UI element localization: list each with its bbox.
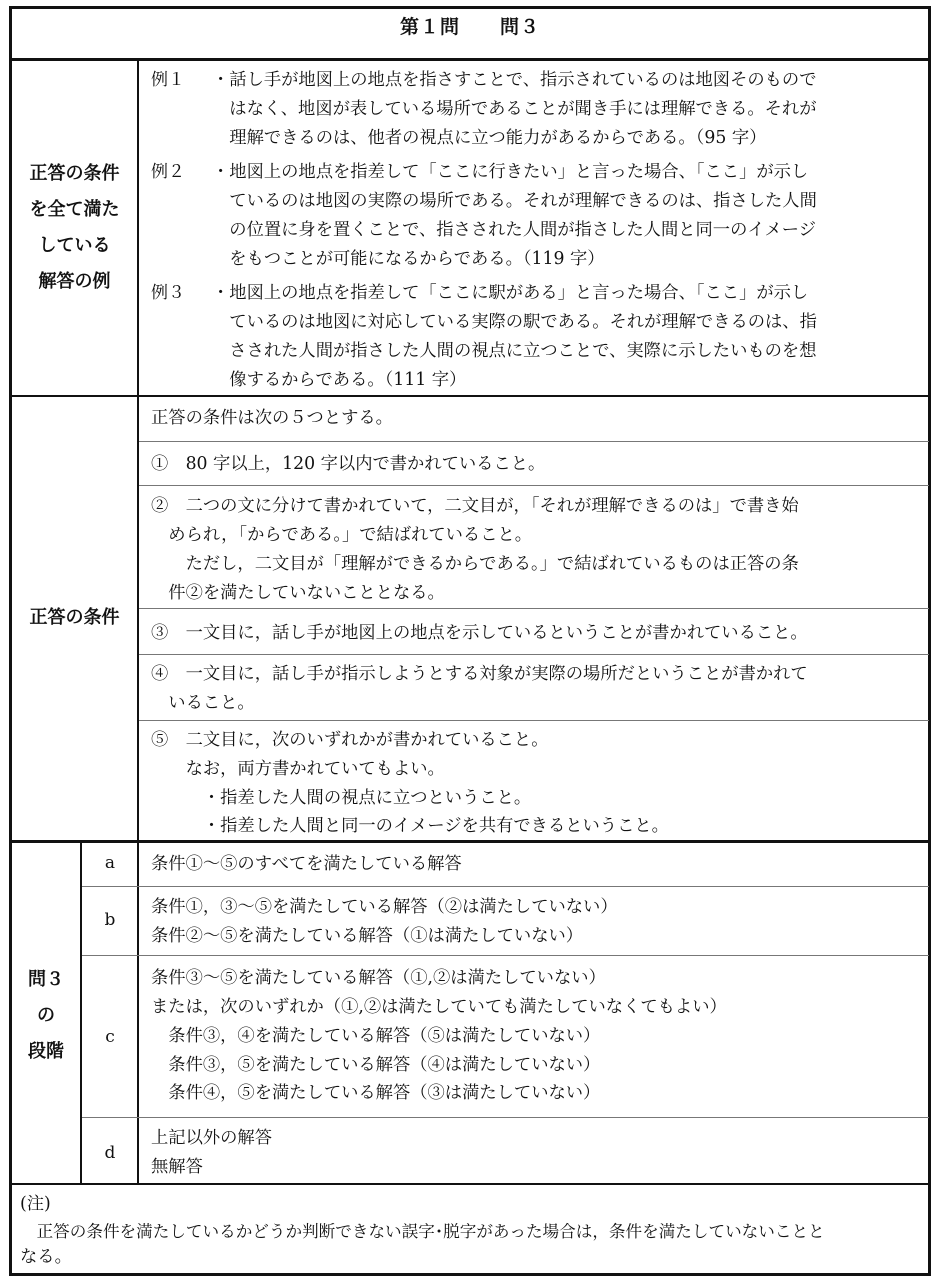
grade-a-letter: a <box>104 853 116 873</box>
separator <box>139 720 929 721</box>
note-line: 正答の条件を満たしているかどうか判断できない誤字･脱字があった場合は，条件を満たしていないことと <box>20 1222 825 1241</box>
grades-label-line: の <box>37 1005 55 1026</box>
examples-label-line: 正答の条件 <box>29 163 120 184</box>
condition-line: ・指差した人間の視点に立つということ。 <box>151 788 532 808</box>
example-line: さされた人間が指さした人間の視点に立つことで、実際に示したいものを想 <box>212 341 817 361</box>
condition-line: ただし，二文目が「理解ができるからである。」で結ばれているものは正答の条 <box>151 554 799 574</box>
grade-column-rule <box>80 842 82 1184</box>
conditions-label: 正答の条件 <box>29 607 120 628</box>
note-line: なる。 <box>20 1247 72 1267</box>
examples-label-line: を全て満た <box>29 199 120 220</box>
grade-d-line: 上記以外の解答 <box>151 1128 272 1148</box>
grade-c-line: 条件③，④を満たしている解答（⑤は満たしていない） <box>151 1026 601 1046</box>
example-1-label: 例１ <box>151 70 185 90</box>
example-1-body <box>212 66 922 153</box>
grade-b-line: 条件①，③～⑤を満たしている解答（②は満たしていない） <box>151 897 618 917</box>
separator <box>139 608 929 609</box>
grade-d-letter: d <box>104 1143 116 1163</box>
condition-line: ・指差した人間と同一のイメージを共有できるということ。 <box>151 816 669 836</box>
example-line: ・地図上の地点を指差して「ここに駅がある」と言った場合、「ここ」が示し <box>212 283 809 303</box>
condition-line: いること。 <box>151 693 255 713</box>
condition-1: ① 80 字以上，120 字以内で書かれていること。 <box>151 454 546 474</box>
grade-c-line: 条件③～⑤を満たしている解答（①,②は満たしていない） <box>151 968 606 988</box>
divider-under-title <box>9 58 931 61</box>
grade-c-line: または，次のいずれか（①,②は満たしていても満たしていなくてもよい） <box>151 997 727 1017</box>
example-line: 理解できるのは、他者の視点に立つ能力があるからである。（95 字） <box>212 128 767 148</box>
example-line: 像するからである。（111 字） <box>212 370 467 390</box>
condition-line: 件②を満たしていないこととなる。 <box>151 583 445 603</box>
example-line: ・話し手が地図上の地点を指さすことで、指示されているのは地図そのもので <box>212 70 817 90</box>
grades-label <box>12 962 80 1070</box>
note-heading: (注) <box>20 1194 51 1214</box>
example-line: はなく、地図が表している場所であることが聞き手には理解できる。それが <box>212 99 817 119</box>
example-line: をもつことが可能になるからである。（119 字） <box>212 249 605 269</box>
condition-line: ④ 一文目に，話し手が指示しようとする対象が実際の場所だということが書かれて <box>151 664 808 684</box>
example-line: ・地図上の地点を指差して「ここに行きたい」と言った場合、「ここ」が示し <box>212 162 809 182</box>
label-column-rule <box>137 58 139 1184</box>
grades-label-line: 段階 <box>28 1041 64 1062</box>
condition-line: められ，「からである。」で結ばれていること。 <box>151 525 533 545</box>
separator <box>82 1117 929 1118</box>
conditions-intro: 正答の条件は次の５つとする。 <box>151 408 393 428</box>
grade-b-line: 条件②～⑤を満たしている解答（①は満たしていない） <box>151 926 584 946</box>
separator <box>82 955 929 956</box>
grade-c-letter: c <box>105 1027 115 1047</box>
examples-label-line: している <box>38 235 111 256</box>
divider-examples-conditions <box>9 395 931 397</box>
grade-b-letter: b <box>104 910 116 930</box>
page-title: 第１問 問３ <box>399 16 540 38</box>
divider-grades-note <box>9 1183 931 1185</box>
condition-3: ③ 一文目に，話し手が地図上の地点を示しているということが書かれていること。 <box>151 623 808 643</box>
grade-c-line: 条件③，⑤を満たしている解答（④は満たしていない） <box>151 1055 601 1075</box>
examples-label-line: 解答の例 <box>38 271 111 292</box>
example-2-body <box>212 158 922 274</box>
example-3-label: 例３ <box>151 283 185 303</box>
condition-line: なお，両方書かれていてもよい。 <box>151 759 445 779</box>
separator <box>139 441 929 442</box>
grades-label-line: 問３ <box>28 969 64 990</box>
separator <box>139 654 929 655</box>
example-2-label: 例２ <box>151 162 185 182</box>
grade-d-line: 無解答 <box>151 1157 203 1177</box>
example-3-body <box>212 279 922 395</box>
condition-line: ② 二つの文に分けて書かれていて，二文目が，「それが理解できるのは」で書き始 <box>151 496 799 516</box>
separator <box>139 485 929 486</box>
example-line: の位置に身を置くことで、指さされた人間が指さした人間と同一のイメージ <box>212 220 816 240</box>
grade-c-line: 条件④，⑤を満たしている解答（③は満たしていない） <box>151 1083 601 1103</box>
example-line: ているのは地図の実際の場所である。それが理解できるのは、指さした人間 <box>212 191 817 211</box>
grade-a-text: 条件①～⑤のすべてを満たしている解答 <box>151 854 462 874</box>
condition-line: ⑤ 二文目に，次のいずれかが書かれていること。 <box>151 730 549 750</box>
examples-label <box>12 156 137 300</box>
example-line: ているのは地図に対応している実際の駅である。それが理解できるのは、指 <box>212 312 817 332</box>
separator <box>82 886 929 887</box>
